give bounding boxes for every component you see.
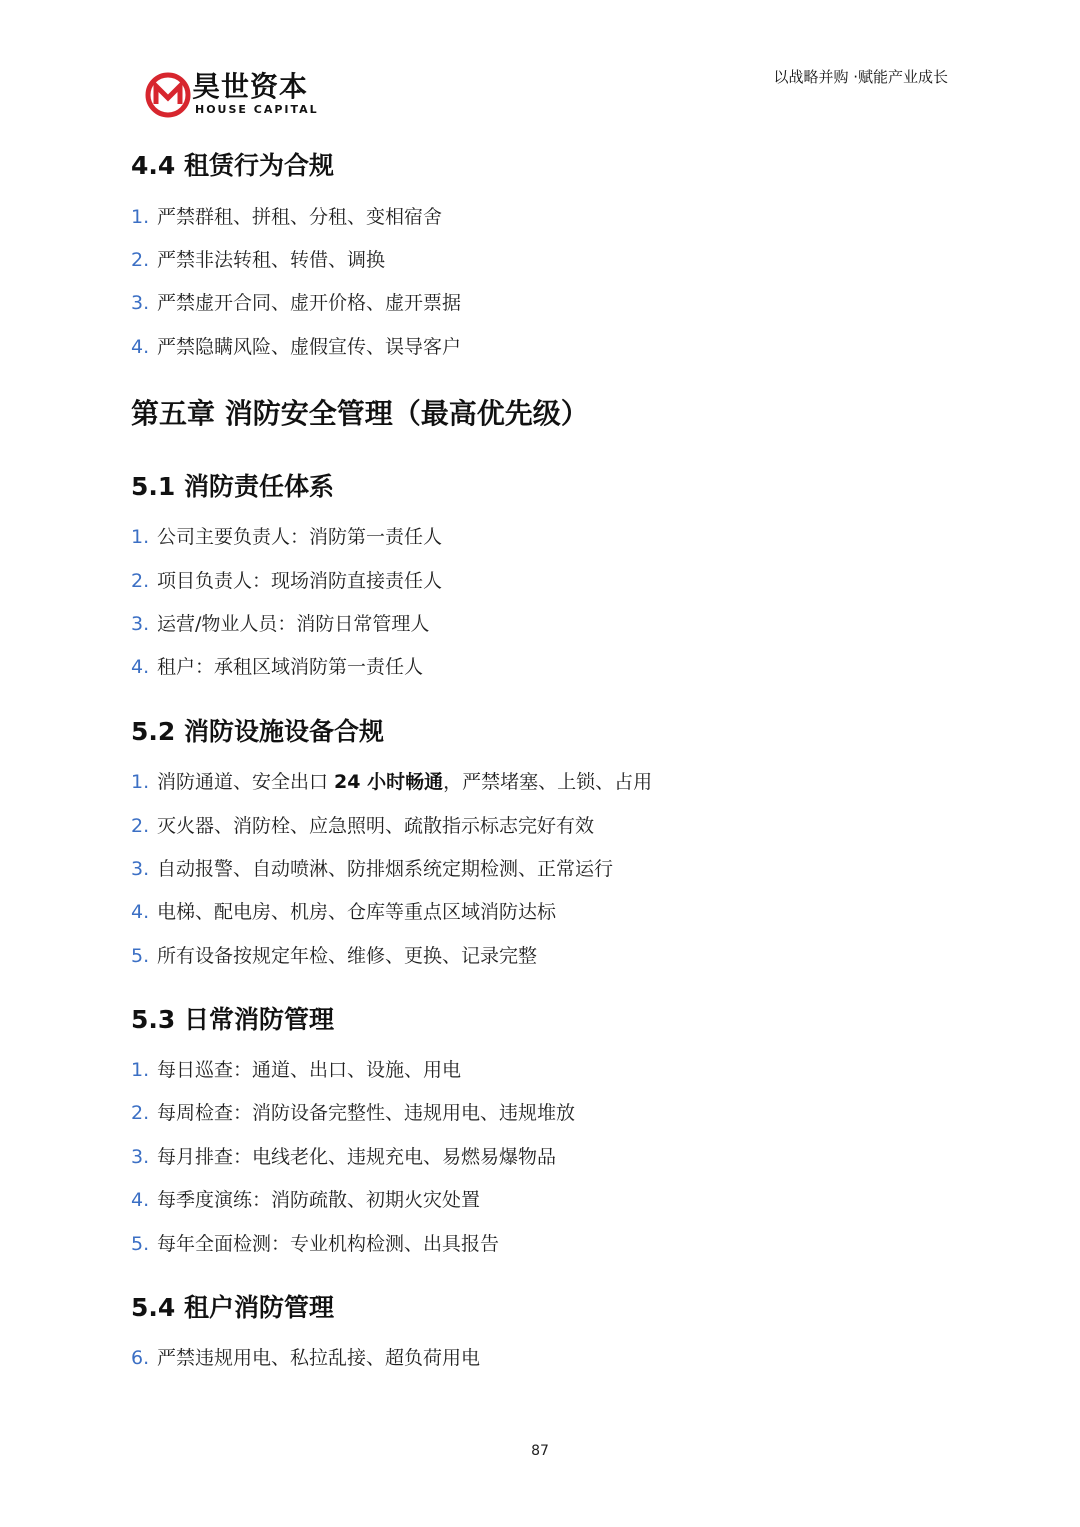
logo-chinese-name: 昊世资本 — [192, 70, 309, 103]
list-item: 3. 严禁虚开合同、虚开价格、虚开票据 — [131, 292, 462, 314]
list-item: 2. 项目负责人：现场消防直接责任人 — [131, 570, 443, 592]
section-title-5-3: 5.3 日常消防管理 — [131, 1005, 334, 1034]
list-item: 4. 每季度演练：消防疏散、初期火灾处置 — [131, 1189, 481, 1211]
list-item: 1. 公司主要负责人：消防第一责任人 — [131, 526, 443, 548]
chapter-title-5: 第五章 消防安全管理（最高优先级） — [131, 397, 589, 430]
section-title-4-4: 4.4 租赁行为合规 — [131, 151, 334, 180]
company-logo — [145, 70, 319, 122]
page-header — [0, 0, 1080, 130]
list-item: 1. 严禁群租、拼租、分租、变相宿舍 — [131, 206, 443, 228]
list-item: 2. 灭火器、消防栓、应急照明、疏散指示标志完好有效 — [131, 815, 595, 837]
list-item: 6. 严禁违规用电、私拉乱接、超负荷用电 — [131, 1347, 481, 1369]
list-item: 4. 电梯、配电房、机房、仓库等重点区域消防达标 — [131, 901, 557, 923]
logo-english-name: HOUSE CAPITAL — [195, 103, 319, 116]
list-item: 1. 消防通道、安全出口 24 小时畅通，严禁堵塞、上锁、占用 — [131, 771, 653, 793]
emphasis-text: 24 小时畅通 — [334, 771, 444, 793]
list-item: 3. 运营/物业人员：消防日常管理人 — [131, 613, 430, 635]
list-item: 1. 每日巡查：通道、出口、设施、用电 — [131, 1059, 462, 1081]
section-title-5-1: 5.1 消防责任体系 — [131, 472, 334, 501]
list-item: 4. 租户：承租区域消防第一责任人 — [131, 656, 424, 678]
list-item: 5. 所有设备按规定年检、维修、更换、记录完整 — [131, 945, 538, 967]
list-item: 2. 每周检查：消防设备完整性、违规用电、违规堆放 — [131, 1102, 576, 1124]
section-title-5-4: 5.4 租户消防管理 — [131, 1293, 334, 1322]
list-item: 2. 严禁非法转租、转借、调换 — [131, 249, 386, 271]
logo-mark-icon — [145, 72, 191, 118]
header-slogan: 以战略并购 ·赋能产业成长 — [773, 68, 948, 86]
page-number: 87 — [531, 1443, 549, 1459]
list-item: 5. 每年全面检测：专业机构检测、出具报告 — [131, 1233, 500, 1255]
list-item: 3. 自动报警、自动喷淋、防排烟系统定期检测、正常运行 — [131, 858, 614, 880]
section-title-5-2: 5.2 消防设施设备合规 — [131, 717, 384, 746]
list-item: 3. 每月排查：电线老化、违规充电、易燃易爆物品 — [131, 1146, 557, 1168]
list-item: 4. 严禁隐瞒风险、虚假宣传、误导客户 — [131, 336, 462, 358]
